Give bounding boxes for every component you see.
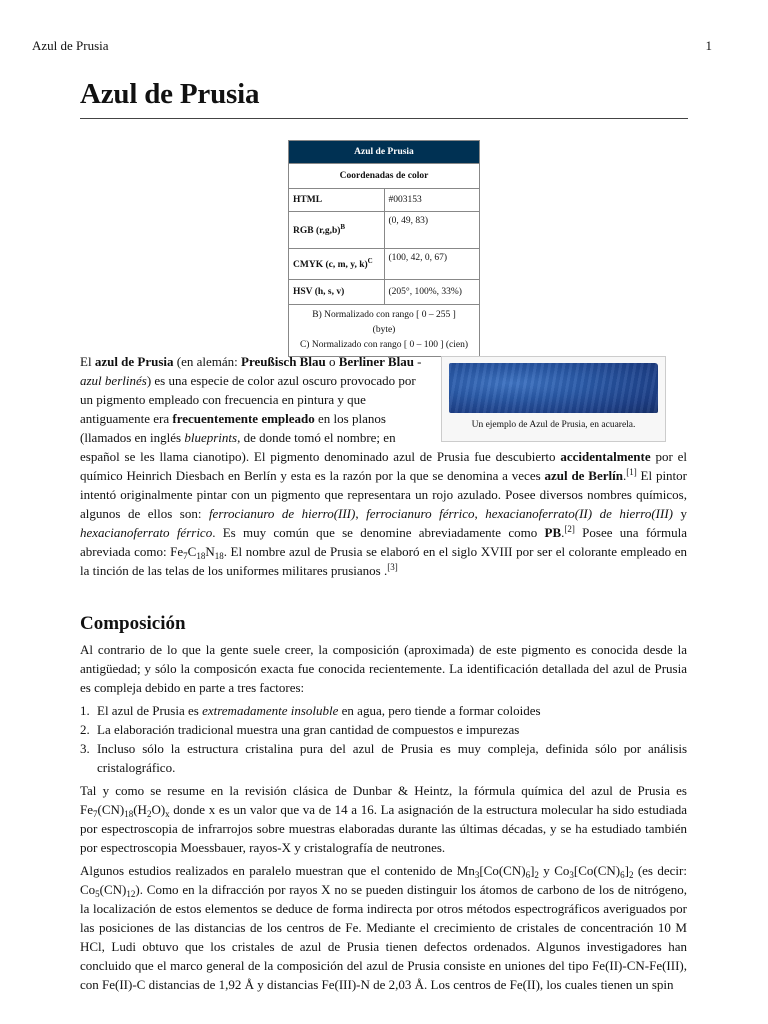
composicion-paragraph-1: Al contrario de lo que la gente suele creer, la composición (aproximada) de este pigmento es conocida desde la antigüedad; y sólo la composicón exacta fue conocida recientemente. La identificación detallada del azul de Prusia es compleja debido en parte a tres factores: <box>80 642 687 695</box>
composicion-paragraph-2: Tal y como se resume en la revisión clásica de Dunbar & Heintz, la fórmula química del azul de Prusia es $Fe_7(CN)_{18}(H_2O)_x$ donde x es un valor que va de 14 a 16. La asignación de la estructura molecular ha sido estudiada por espectroscopia de infrarrojos sobre muestras elaboradas durante las últimas décadas, y se ha estudiado también por espectroscopia Moessbauer, rayos-X y cristalografía de neutrones. <box>80 783 687 855</box>
intro-paragraph: El azul de Prusia (en alemán: Preußisch Blau o Berliner Blau - azul berlinés) es una especie de color azul oscuro provocado por un pigmento empleado con frecuencia en pintura y que antiguamente era frecuentemente empleado en los planos (llamados en inglés blueprints, de donde tomó el nombre; en español se les llama cianotipo). El pigmento denominado azul de Prusia fue descubierto accidentalmente por el químico Heinrich Diesbach en Berlín y esta es la razón por la que se denomina a veces azul de Berlín.[1] El pintor intentó originalmente pintar con un pigmento que representara un rojo azulado. Posee diversos nombres químicos, algunos de ellos son: ferrocianuro de hierro(III), ferrocianuro férrico, hexacianoferrato(II) de hierro(III) y hexacianoferrato férrico. Es muy común que se denomine abreviadamente como PB.[2] Posee una fórmula abreviada como: $Fe_7C_{18}N_{18}$. El nombre azul de Prusia se elaboró en el siglo XVIII por ser el colorante empleado en la tinción de las telas de los uniformes militares prusianos .[3] <box>80 354 688 578</box>
infobox-value: (0, 49, 83) <box>384 212 480 249</box>
note-c: C) Normalizado con rango [ 0 – 100 ] (cien) <box>299 340 469 350</box>
infobox-row-cmyk <box>289 249 480 280</box>
section-heading-composicion: Composición <box>80 613 186 634</box>
infobox-subtitle: Coordenadas de color <box>289 164 480 189</box>
infobox-notes <box>289 305 480 357</box>
infobox-key: HSV (h, s, v) <box>289 280 385 305</box>
term-preussisch-blau: Preußisch Blau <box>241 354 326 369</box>
title-rule <box>80 118 688 119</box>
running-header-title: Azul de Prusia <box>32 38 109 53</box>
note-b: B) Normalizado con rango [ 0 – 255 ] <box>312 310 456 320</box>
list-item: 3. Incluso sólo la estructura cristalina pura del azul de Prusia es muy compleja, definida sólo por análisis cristalográfico. <box>80 741 687 775</box>
page-title: Azul de Prusia <box>80 78 260 110</box>
citation-3[interactable]: [3] <box>387 562 398 572</box>
infobox-value: (100, 42, 0, 67) <box>384 249 480 280</box>
term-azul-berlines: azul berlinés <box>80 373 147 388</box>
term-azul-de-prusia: azul de Prusia <box>94 354 174 369</box>
term-pb: PB <box>544 525 562 540</box>
list-item: 1. El azul de Prusia es extremadamente insoluble en agua, pero tiende a formar coloides <box>80 703 541 718</box>
composicion-paragraph-3: Algunos estudios realizados en paralelo muestran que el contenido de $Mn_3[Co(CN)_6]_2$ y $Co_3[Co(CN)_6]_2$ (es decir: $Co_5(CN)_{12}$). Como en la difracción por rayos X no se pueden distinguir los átomos de carbono de los de nitrógeno, la localización de estos elementos se deduce de forma indirecta por otros métodos espectrográficos averiguados por las posiciones de las distancias de los centros de Fe. Mediante el crecimiento de cristales de concentración 10 M HCl, Ludi obtuvo que los cristales de azul de Prusia tienen defectos ordenados. Algunos investigadores han concluido que el marco general de la composición del azul de Prusia consiste en uniones del tipo Fe(II)-CN-Fe(III), con Fe(II)-C distancias de 1,92 Å y distancias Fe(III)-N de 2,03 Å. Los centros de Fe(II), los cuales tienen un spin <box>80 863 687 992</box>
infobox-row-html <box>289 189 480 212</box>
composicion-section-body <box>80 640 687 998</box>
term-berliner-blau: Berliner Blau <box>338 354 414 369</box>
infobox-value: #003153 <box>384 189 480 212</box>
infobox-key: RGB $(r,g,b)^B$ <box>289 212 385 249</box>
term-frecuentemente: frecuentemente empleado <box>172 411 315 426</box>
infobox-key: CMYK (c, m, y, k)$^C$ <box>289 249 385 280</box>
term-azul-de-berlin: azul de Berlín <box>544 468 623 483</box>
list-item: 2. La elaboración tradicional muestra una gran cantidad de compuestos e impurezas <box>80 722 520 737</box>
running-header <box>32 38 712 54</box>
infobox-key: HTML <box>289 189 385 212</box>
infobox-row-hsv <box>289 280 480 305</box>
citation-2[interactable]: [2] <box>564 524 575 534</box>
term-accidentalmente: accidentalmente <box>560 449 651 464</box>
color-infobox <box>288 140 480 357</box>
page-number: 1 <box>705 38 712 53</box>
term-blueprints: blueprints <box>184 430 238 445</box>
infobox-title: Azul de Prusia <box>289 141 480 164</box>
infobox-row-rgb <box>289 212 480 249</box>
factors-list <box>80 701 687 777</box>
citation-1[interactable]: [1] <box>626 467 637 477</box>
figure-caption: Un ejemplo de Azul de Prusia, en acuarela. <box>471 420 636 430</box>
note-b-unit: (byte) <box>372 325 396 335</box>
infobox-value: (205°, 100%, 33%) <box>384 280 480 305</box>
